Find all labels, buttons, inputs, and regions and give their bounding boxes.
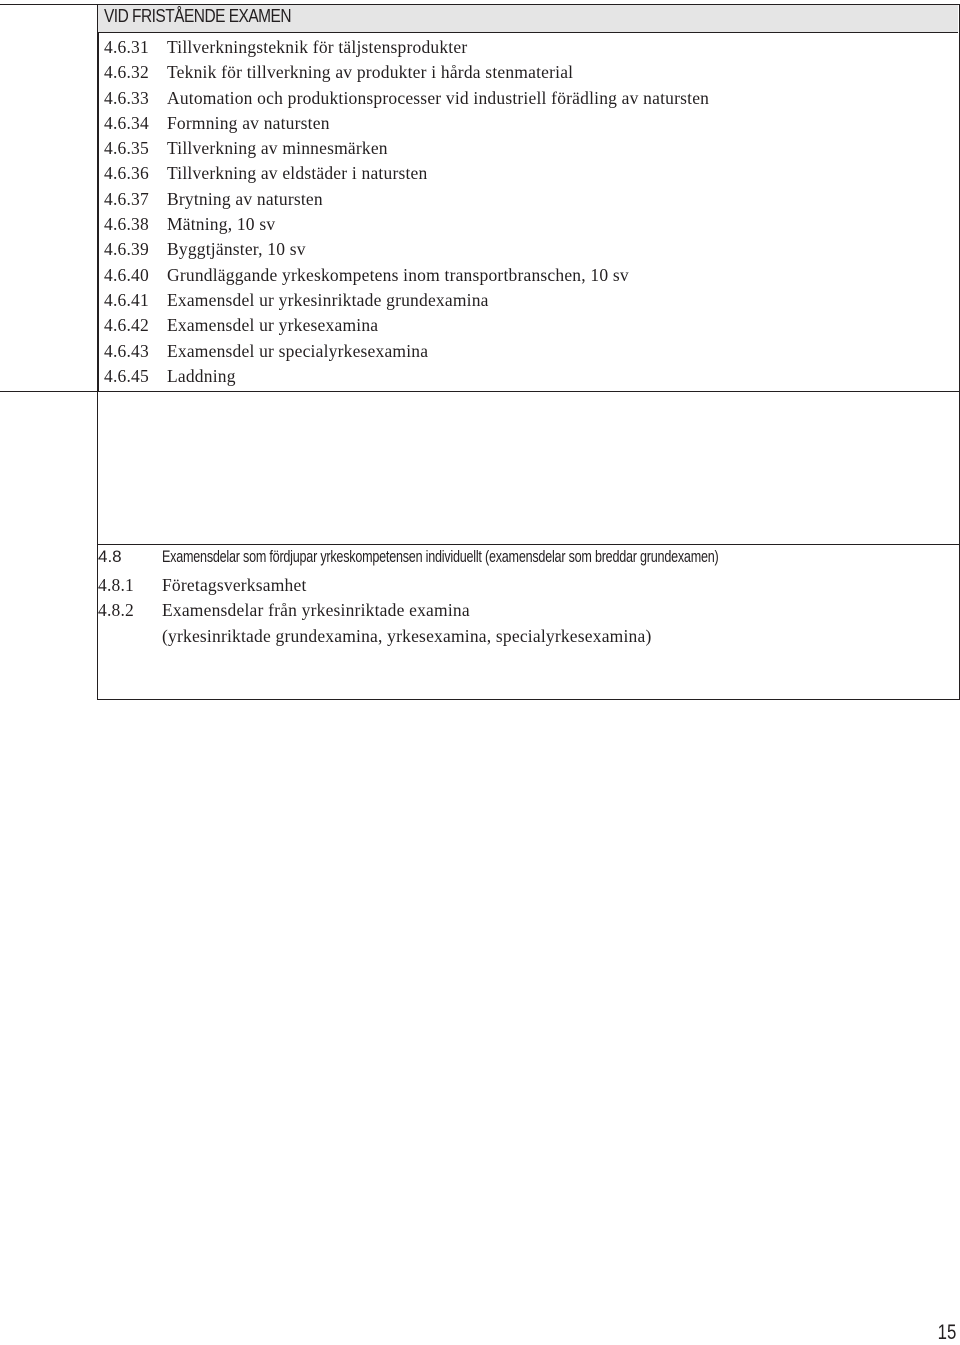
- list-item: [104, 265, 629, 286]
- item-number: 4.6.39: [104, 239, 149, 259]
- lower-section-frame: [97, 544, 960, 700]
- item-text: Byggtjänster, 10 sv: [167, 239, 306, 259]
- item-number: 4.6.43: [104, 341, 149, 361]
- section-number: 4.8: [98, 547, 122, 566]
- list-item: [104, 37, 467, 58]
- section-4-8-heading: [98, 547, 914, 567]
- item-number: 4.8.2: [98, 600, 134, 620]
- item-number: 4.8.1: [98, 575, 134, 595]
- item-number: 4.6.34: [104, 113, 149, 133]
- item-number: 4.6.31: [104, 37, 149, 57]
- item-number: 4.6.40: [104, 265, 149, 285]
- list-item: [104, 163, 427, 184]
- item-number: 4.6.33: [104, 88, 149, 108]
- list-item: [98, 600, 470, 621]
- item-number: 4.6.41: [104, 290, 149, 310]
- item-number: 4.6.38: [104, 214, 149, 234]
- item-text: Examensdel ur yrkesinriktade grundexamina: [167, 290, 489, 310]
- list-item: [104, 214, 275, 235]
- list-item: [104, 366, 236, 387]
- list-item: [104, 138, 388, 159]
- list-item: [104, 239, 306, 260]
- list-item: [104, 113, 330, 134]
- empty-middle-box: [97, 391, 960, 545]
- item-text: Mätning, 10 sv: [167, 214, 276, 234]
- item-number: 4.6.37: [104, 189, 149, 209]
- list-item: [104, 315, 378, 336]
- item-text: Automation och produktionsprocesser vid industriell förädling av natursten: [167, 88, 710, 108]
- list-item: [104, 62, 573, 83]
- item-text: Teknik för tillverkning av produkter i hårda stenmaterial: [167, 62, 574, 82]
- item-text: Grundläggande yrkeskompetens inom transportbranschen, 10 sv: [167, 265, 629, 285]
- item-text: Brytning av natursten: [167, 189, 323, 209]
- item-number: 4.6.36: [104, 163, 149, 183]
- list-item: [104, 341, 428, 362]
- item-text: Tillverkning av eldstäder i natursten: [167, 163, 428, 183]
- continuation-text: (yrkesinriktade grundexamina, yrkesexamina, specialyrkesexamina): [162, 626, 652, 646]
- item-number: 4.6.35: [104, 138, 149, 158]
- table-header-title: VID FRISTÅENDE EXAMEN: [104, 6, 291, 26]
- item-text: Tillverkningsteknik för täljstensprodukter: [167, 37, 468, 57]
- item-text: Examensdel ur yrkesexamina: [167, 315, 379, 335]
- item-text: Examensdelar från yrkesinriktade examina: [162, 600, 470, 620]
- page-number: 15: [937, 1321, 956, 1344]
- item-text: Formning av natursten: [167, 113, 330, 133]
- list-item: [98, 575, 307, 596]
- item-number: 4.6.45: [104, 366, 149, 386]
- upper-table-column-divider: [97, 4, 99, 392]
- list-item: [104, 88, 709, 109]
- list-item: [104, 290, 489, 311]
- list-item: [104, 189, 323, 210]
- section-title: Examensdelar som fördjupar yrkeskompetensen individuellt (examensdelar som breddar grundexamen): [162, 547, 719, 566]
- item-text: Laddning: [167, 366, 236, 386]
- list-item-continuation: [162, 626, 652, 647]
- item-text: Tillverkning av minnesmärken: [167, 138, 388, 158]
- item-text: Examensdel ur specialyrkesexamina: [167, 341, 429, 361]
- item-number: 4.6.42: [104, 315, 149, 335]
- item-number: 4.6.32: [104, 62, 149, 82]
- item-text: Företagsverksamhet: [162, 575, 307, 595]
